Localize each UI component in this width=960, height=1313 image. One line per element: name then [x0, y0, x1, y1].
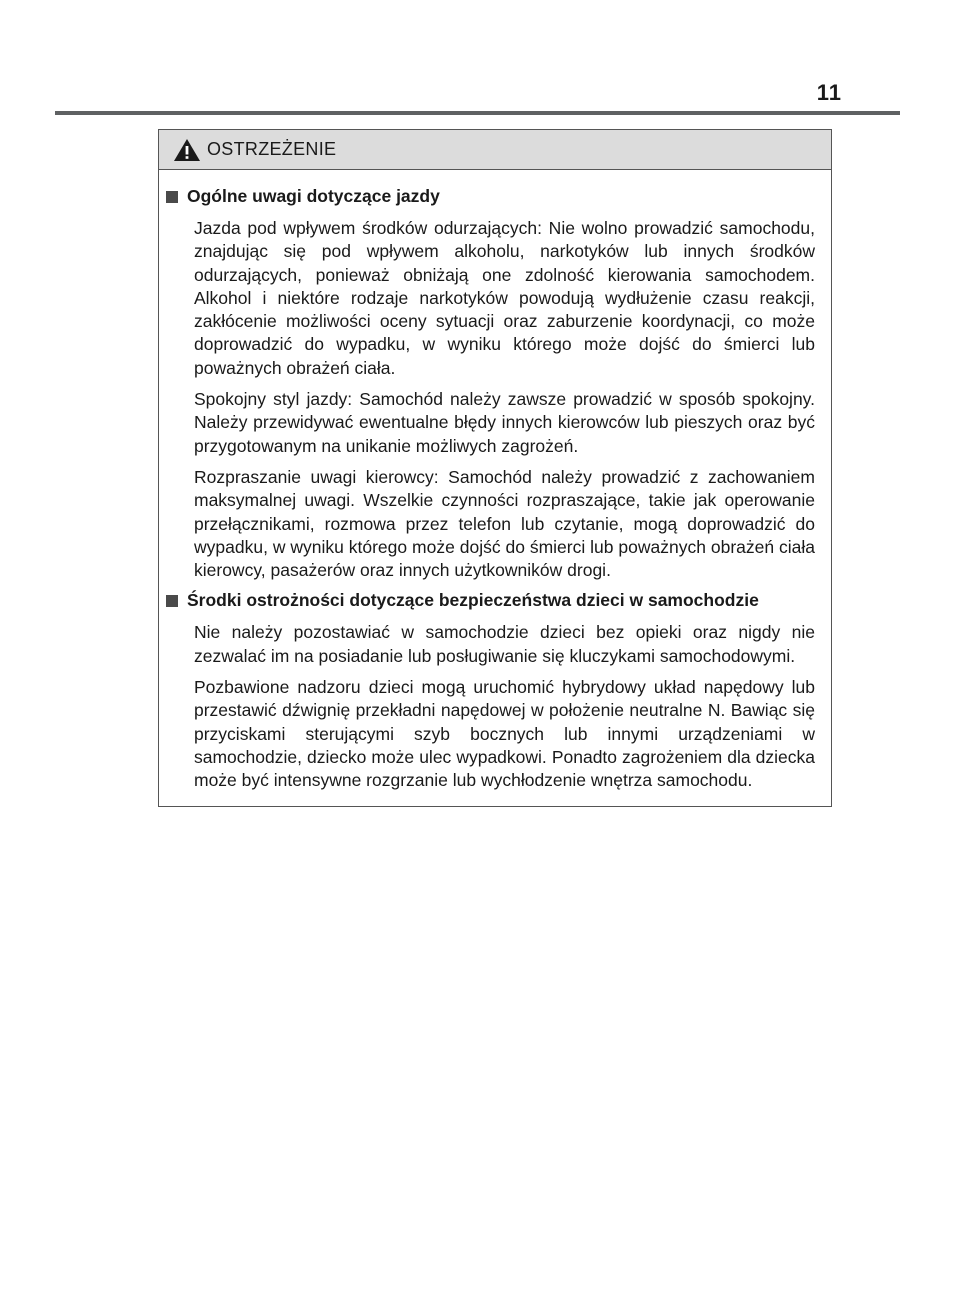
- paragraph: Rozpraszanie uwagi kierowcy: Samochód należy prowadzić z zachowaniem maksymalnej uwagi. Wszelkie czynności rozpraszające, takie jak operowanie przełącznikami, rozmowa przez telefon lub czytanie, mogą doprowadzić do wypadku, w wyniku którego może dojść do śmierci lub poważnych obrażeń ciała kierowcy, pasażerów oraz innych użytkowników drogi.: [194, 466, 815, 581]
- warning-title: OSTRZEŻENIE: [207, 139, 337, 159]
- section-heading-text: Środki ostrożności dotyczące bezpieczeństwa dzieci w samochodzie: [187, 590, 759, 611]
- paragraph: Pozbawione nadzoru dzieci mogą uruchomić hybrydowy układ napędowy lub przestawić dźwignię przekładni napędowej w położenie neutralne N. Bawiąc się przyciskami sterującymi szyb bocznych lub innymi urządzeniami w samochodzie, dziecko może ulec wypadkowi. Ponadto zagrożeniem dla dziecka może być intensywne rozgrzanie lub wychłodzenie wnętrza samochodu.: [194, 677, 815, 791]
- warning-body: [159, 170, 831, 793]
- warning-box: [158, 129, 832, 807]
- header-rule: [55, 111, 900, 115]
- section-heading-children: [166, 590, 815, 611]
- section-heading-general: [166, 186, 815, 207]
- paragraph: Nie należy pozostawiać w samochodzie dzieci bez opieki oraz nigdy nie zezwalać im na posiadanie lub posługiwanie się kluczykami samochodowymi.: [194, 622, 815, 666]
- paragraph: Spokojny styl jazdy: Samochód należy zawsze prowadzić w sposób spokojny. Należy przewidywać ewentualne błędy innych kierowców lub pieszych oraz być przygotowanym na unikanie możliwych zagrożeń.: [194, 389, 815, 456]
- section-heading-text: Ogólne uwagi dotyczące jazdy: [187, 186, 440, 206]
- square-bullet-icon: [166, 191, 178, 203]
- square-bullet-icon: [166, 595, 178, 607]
- warning-triangle-icon: [173, 138, 201, 162]
- page-number: 11: [816, 80, 842, 105]
- warning-header: [159, 130, 831, 170]
- paragraph: Jazda pod wpływem środków odurzających: Nie wolno prowadzić samochodu, znajdując się pod wpływem alkoholu, narkotyków lub innych środków odurzających, ponieważ obniżają one zdolność kierowania samochodem. Alkohol i niektóre rodzaje narkotyków powodują wydłużenie czasu reakcji, zakłócenie możliwości oceny sytuacji oraz zaburzenie koordynacji, co może doprowadzić do wypadku, w wyniku którego może dojść do śmierci lub poważnych obrażeń ciała.: [194, 218, 815, 378]
